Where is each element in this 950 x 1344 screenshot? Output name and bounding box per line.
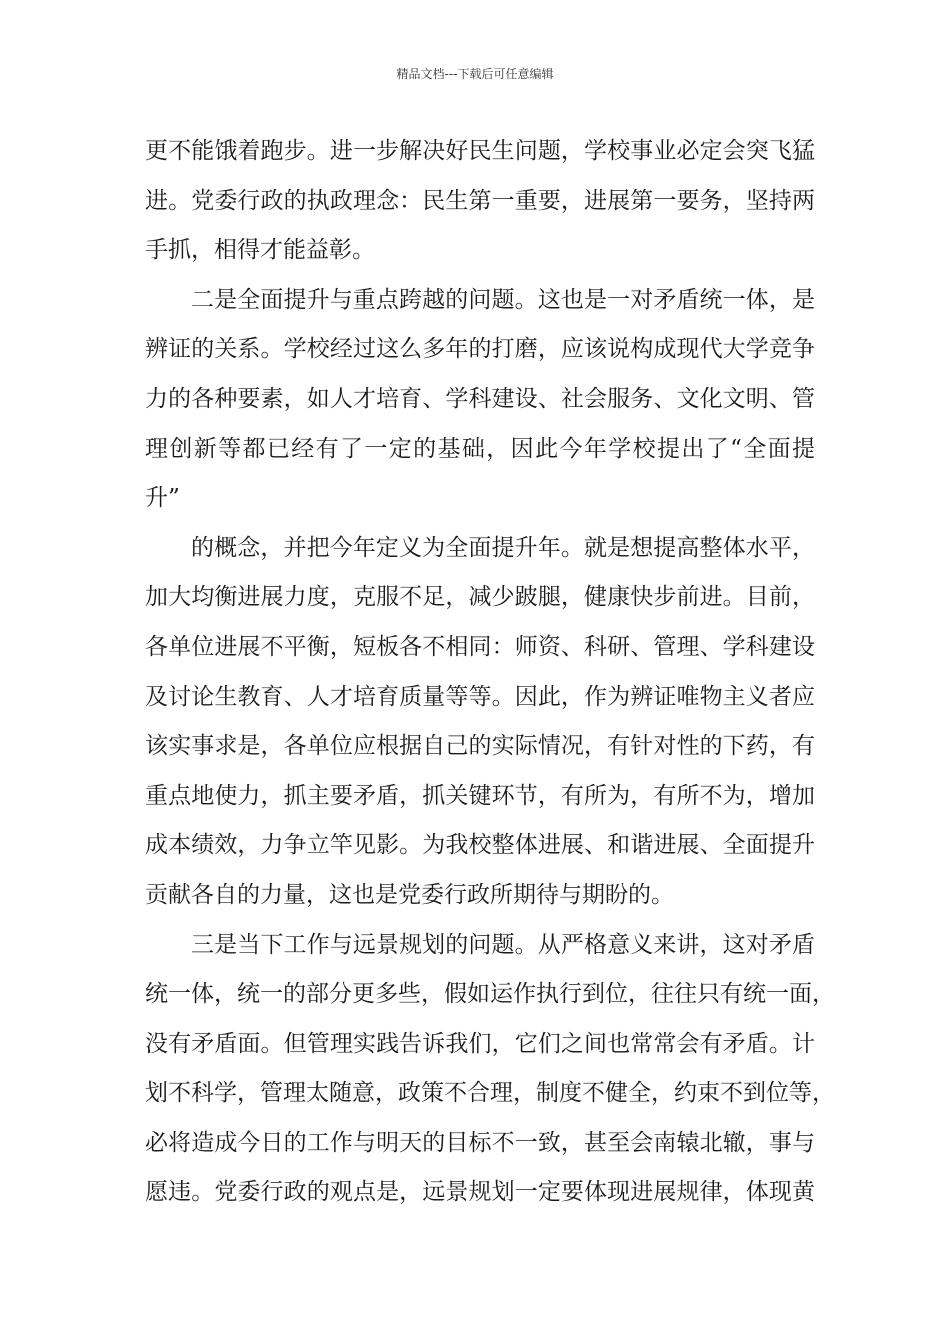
text-line: 必将造成今日的工作与明天的目标不一致，甚至会南辕北辙，事与 [145,1129,815,1156]
text-line: 三是当下工作与远景规划的问题。从严格意义来讲，这对矛盾 [191,931,815,958]
text-line: 重点地使力，抓主要矛盾，抓关键环节，有所为，有所不为，增加 [145,782,815,809]
text-line: 手抓，相得才能益彰。 [145,237,375,264]
text-line: 愿违。党委行政的观点是，远景规划一定要体现进展规律，体现黄 [145,1179,815,1206]
text-line: 该实事求是，各单位应根据自己的实际情况，有针对性的下药，有 [145,733,815,760]
text-line: 升” [145,485,180,512]
text-line: 辨证的关系。学校经过这么多年的打磨，应该说构成现代大学竞争 [145,336,815,363]
text-line: 二是全面提升与重点跨越的问题。这也是一对矛盾统一体，是 [191,286,815,313]
text-line: 加大均衡进展力度，克服不足，减少跛腿，健康快步前进。目前， [145,584,815,611]
text-line: 成本绩效，力争立竿见影。为我校整体进展、和谐进展、全面提升 [145,832,815,859]
text-line: 划不科学，管理太随意，政策不合理，制度不健全，约束不到位等， [145,1080,835,1107]
text-line: 及讨论生教育、人才培育质量等等。因此，作为辨证唯物主义者应 [145,683,815,710]
page-header: 精品文档---下载后可任意编辑 [396,67,554,81]
text-line: 理创新等都已经有了一定的基础，因此今年学校提出了“全面提 [145,435,815,462]
document-body [145,127,835,1218]
text-line: 的概念，并把今年定义为全面提升年。就是想提高整体水平， [191,534,815,561]
text-line: 没有矛盾面。但管理实践告诉我们，它们之间也常常会有矛盾。计 [145,1030,815,1057]
text-line: 贡献各自的力量，这也是党委行政所期待与期盼的。 [145,881,674,908]
text-line: 进。党委行政的执政理念：民生第一重要，进展第一要务，坚持两 [145,187,815,214]
text-line: 各单位进展不平衡，短板各不相同：师资、科研、管理、学科建设 [145,633,815,660]
text-line: 力的各种要素，如人才培育、学科建设、社会服务、文化文明、管 [145,385,815,412]
text-line: 更不能饿着跑步。进一步解决好民生问题，学校事业必定会突飞猛 [145,138,815,164]
text-line: 统一体，统一的部分更多些，假如运作执行到位，往往只有统一面， [145,981,835,1008]
